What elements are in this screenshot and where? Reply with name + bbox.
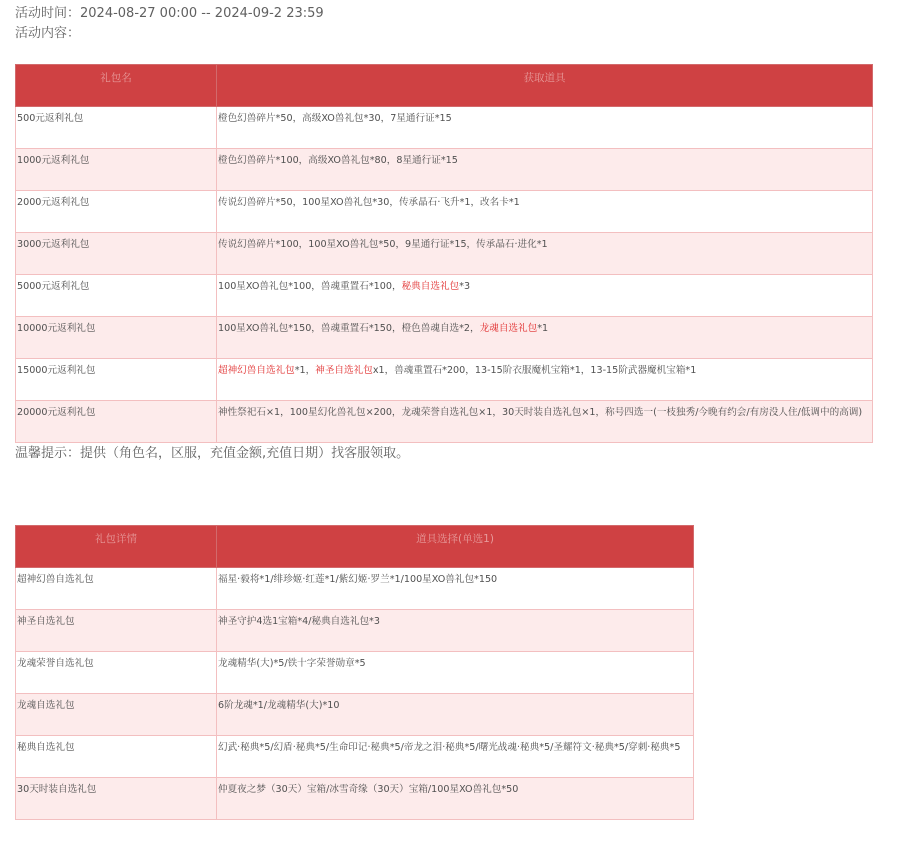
package-name-cell: 1000元返利礼包 [16,149,217,191]
reward-text: 福星·毅将*1/绯珍姬·红莲*1/紫幻姬·罗兰*1/100星XO兽礼包*150 [218,574,498,585]
reward-text: 6阶龙魂*1/龙魂精华(大)*10 [218,700,340,711]
reward-text: 100星XO兽礼包*150，兽魂重置石*150，橙色兽魂自选*2， [218,323,480,334]
package-name-cell: 3000元返利礼包 [16,233,217,275]
table-header-row [16,526,694,568]
package-name-cell: 10000元返利礼包 [16,317,217,359]
package-name-cell: 龙魂荣誉自选礼包 [16,652,217,694]
rebate-table [15,64,873,443]
reward-text: *1， [294,365,316,376]
table-row [16,778,694,820]
package-name-cell: 20000元返利礼包 [16,401,217,443]
package-name-cell: 秘典自选礼包 [16,736,217,778]
package-name-cell: 神圣自选礼包 [16,610,217,652]
reward-text: 神性祭祀石×1，100星幻化兽礼包×200，龙魂荣誉自选礼包×1，30天时装自选礼包×1，称号四选一(一枝独秀/今晚有约会/有房没人住/低调中的高调) [218,407,863,418]
reward-cell [217,694,694,736]
package-name-cell: 30天时装自选礼包 [16,778,217,820]
reward-text: *1 [537,323,549,334]
reward-text: 橙色幻兽碎片*50，高级XO兽礼包*30，7星通行证*15 [218,113,452,124]
reward-cell [217,275,873,317]
table-row [16,736,694,778]
reward-cell [217,149,873,191]
highlighted-package-name: 超神幻兽自选礼包 [218,365,295,376]
table-row [16,610,694,652]
table-row [16,401,873,443]
package-name-cell: 15000元返利礼包 [16,359,217,401]
reward-text: 100星XO兽礼包*100，兽魂重置石*100， [218,281,402,292]
reward-cell [217,652,694,694]
package-name-cell: 2000元返利礼包 [16,191,217,233]
table-row [16,191,873,233]
column-header-rewards: 获取道具 [217,65,873,107]
reward-cell [217,778,694,820]
highlighted-package-name: 龙魂自选礼包 [479,323,538,334]
reward-text: 龙魂精华(大)*5/铁十字荣誉勋章*5 [218,658,366,669]
table-row [16,275,873,317]
reward-text: 幻武·秘典*5/幻盾·秘典*5/生命印记·秘典*5/帝龙之泪·秘典*5/曙光战魂·秘典*5/圣耀符文·秘典*5/穿刺·秘典*5 [218,742,681,753]
highlighted-package-name: 神圣自选礼包 [315,365,373,376]
reward-text: 仲夏夜之梦（30天）宝箱/冰雪奇缘（30天）宝箱/100星XO兽礼包*50 [218,784,519,795]
package-name-cell: 500元返利礼包 [16,107,217,149]
activity-time: 活动时间：2024-08-27 00:00 -- 2024-09-2 23:59 [15,6,324,21]
activity-content-label: 活动内容： [15,26,81,41]
package-name-cell: 龙魂自选礼包 [16,694,217,736]
reward-text: 传说幻兽碎片*100，100星XO兽礼包*50，9星通行证*15，传承晶石·进化*1 [218,239,548,250]
reward-cell [217,359,873,401]
reward-cell [217,610,694,652]
table-row [16,652,694,694]
reward-cell [217,107,873,149]
package-detail-table [15,525,694,820]
reward-cell [217,401,873,443]
table-row [16,694,694,736]
table-row [16,107,873,149]
column-header-choice: 道具选择(单选1) [217,526,694,568]
table-header-row [16,65,873,107]
reward-cell [217,233,873,275]
table-row [16,359,873,401]
reward-text: *3 [459,281,471,292]
reward-text: x1，兽魂重置石*200，13-15阶衣服魔机宝箱*1，13-15阶武器魔机宝箱*1 [372,365,697,376]
reward-text: 神圣守护4选1宝箱*4/秘典自选礼包*3 [218,616,380,627]
package-name-cell: 超神幻兽自选礼包 [16,568,217,610]
reward-text: 橙色幻兽碎片*100，高级XO兽礼包*80，8星通行证*15 [218,155,458,166]
table-row [16,568,694,610]
package-name-cell: 5000元返利礼包 [16,275,217,317]
reward-text: 传说幻兽碎片*50，100星XO兽礼包*30，传承晶石·飞升*1，改名卡*1 [218,197,520,208]
reward-cell [217,568,694,610]
highlighted-package-name: 秘典自选礼包 [401,281,460,292]
table-row [16,233,873,275]
reward-cell [217,317,873,359]
table-row [16,317,873,359]
table-row [16,149,873,191]
reward-cell [217,191,873,233]
column-header-package: 礼包名 [16,65,217,107]
reward-cell [217,736,694,778]
warm-tip: 温馨提示：提供（角色名，区服，充值金额,充值日期）找客服领取。 [15,446,410,461]
column-header-detail: 礼包详情 [16,526,217,568]
